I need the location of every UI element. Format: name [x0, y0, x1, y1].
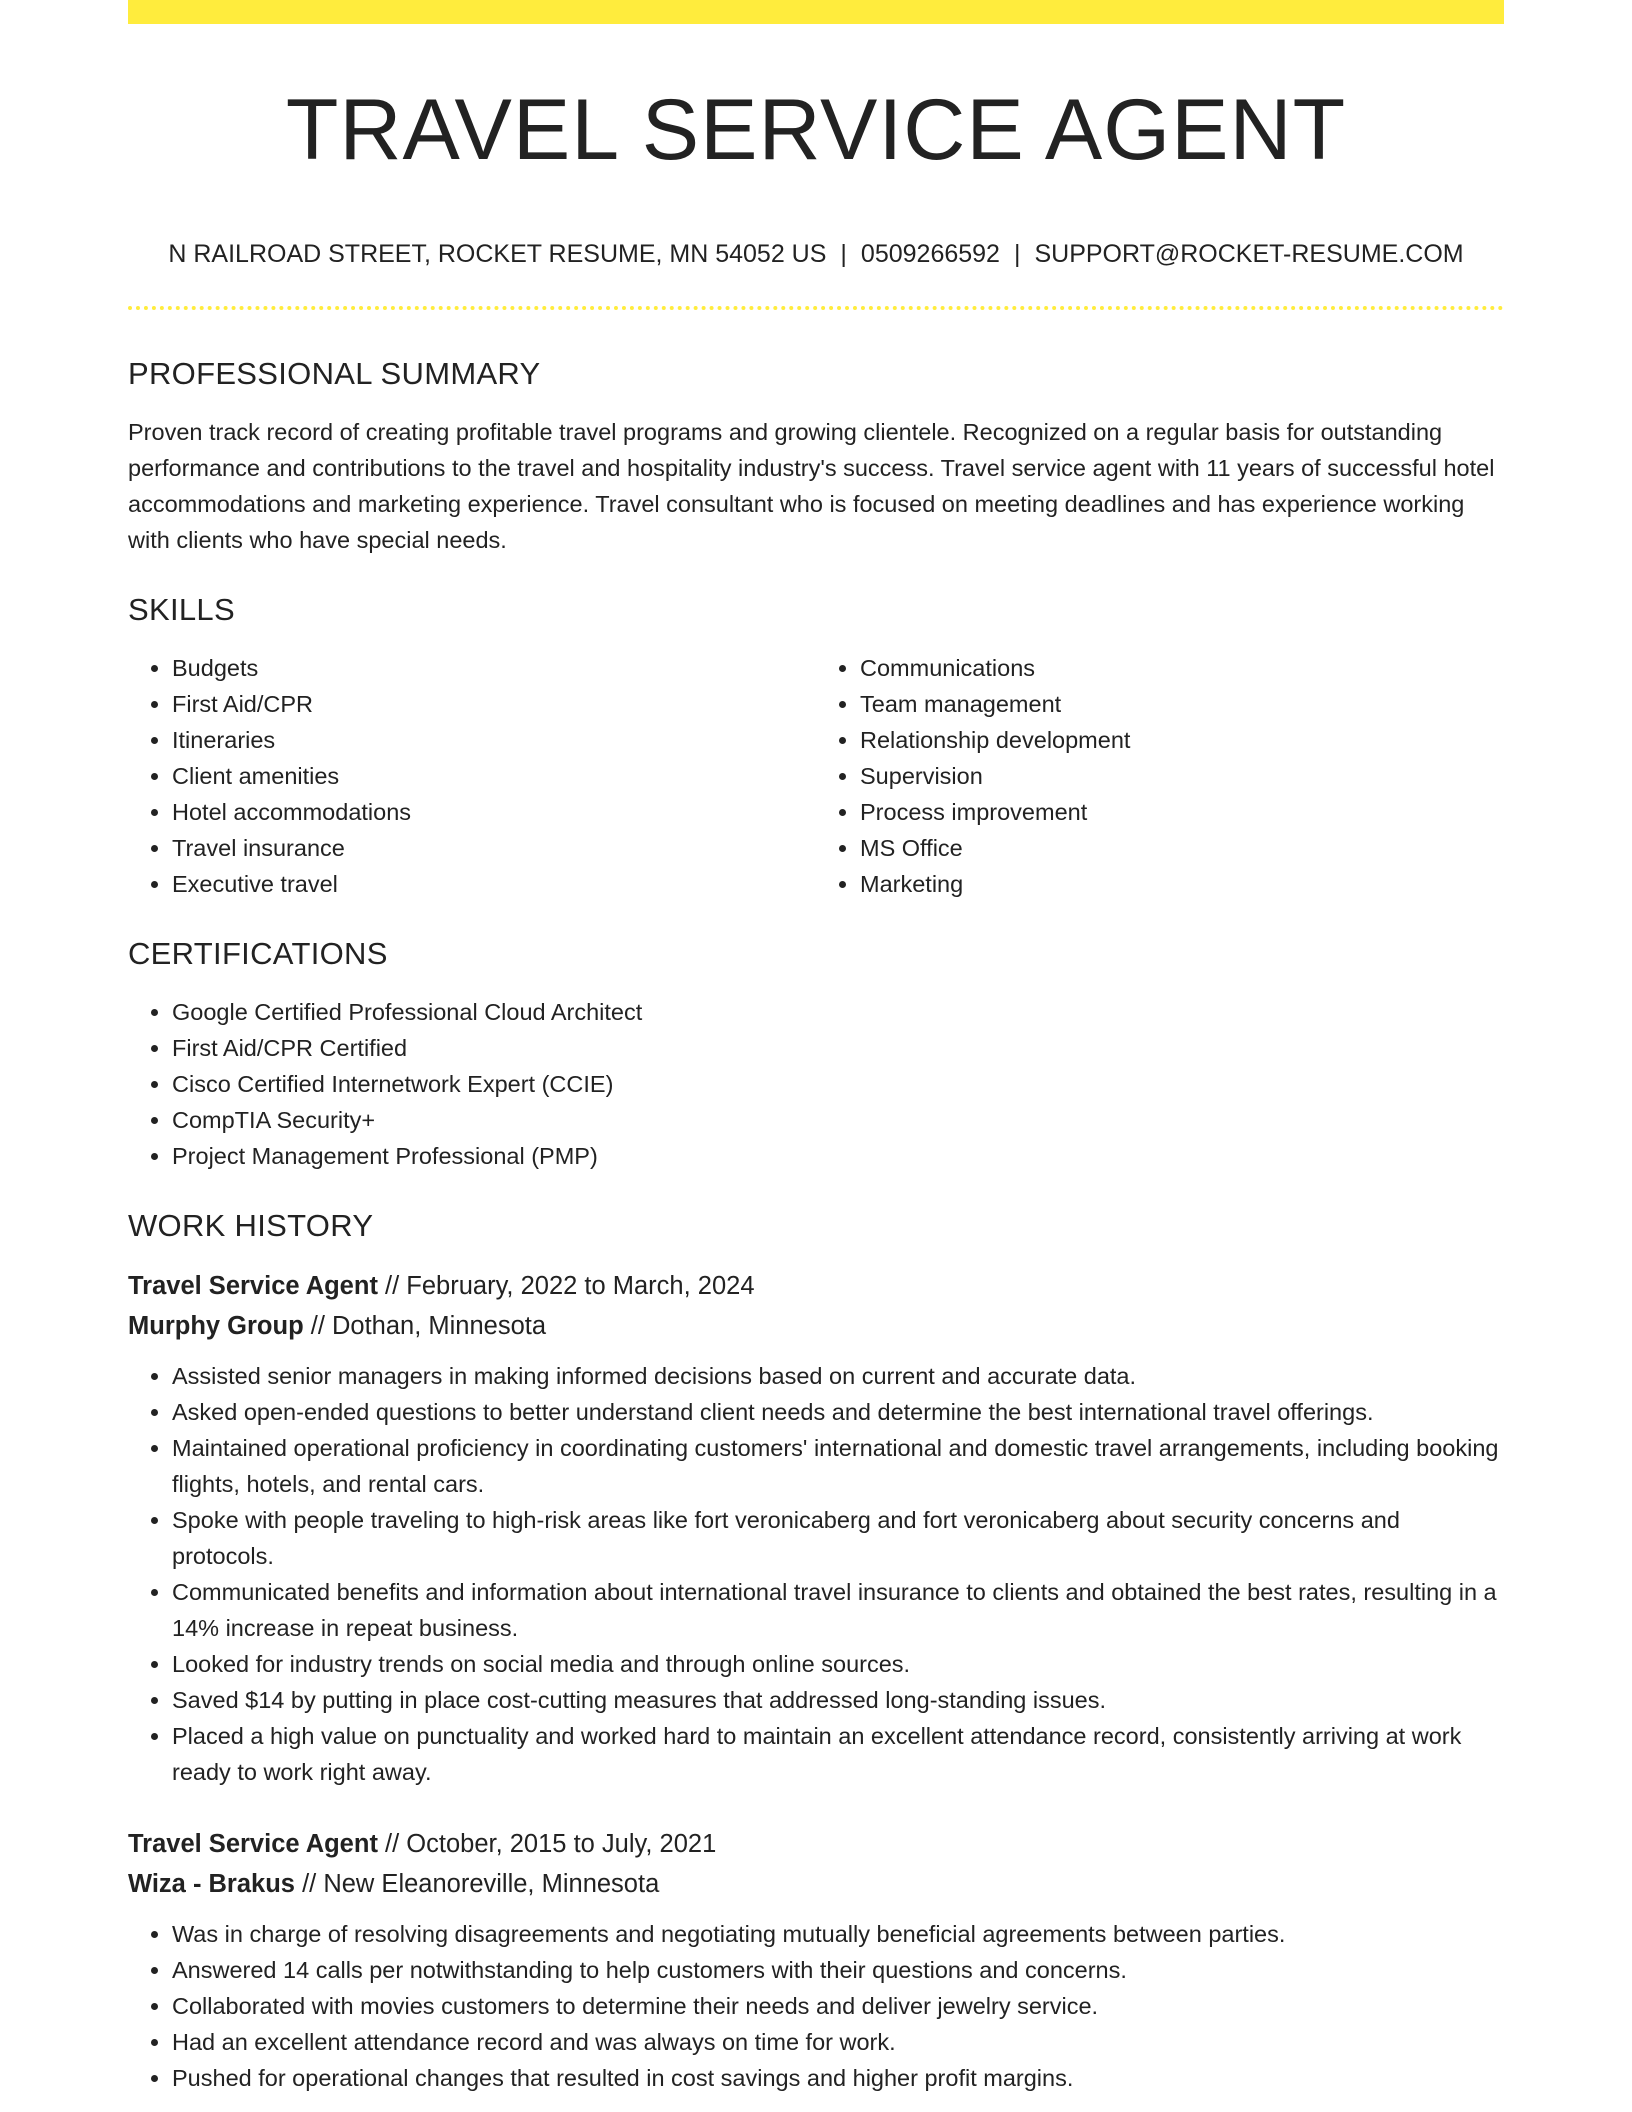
certifications-list: [128, 994, 1504, 1174]
summary-heading: PROFESSIONAL SUMMARY: [128, 356, 541, 391]
work-history-heading: WORK HISTORY: [128, 1208, 374, 1243]
job-bullet: • Had an excellent attendance record and was always on time for work.: [172, 2024, 1504, 2060]
skill-item: • Client amenities: [172, 758, 816, 794]
skill-item: • Hotel accommodations: [172, 794, 816, 830]
job-bullet: • Was in charge of resolving disagreements and negotiating mutually beneficial agreements between parties.: [172, 1916, 1504, 1952]
skills-heading: SKILLS: [128, 592, 235, 627]
skill-item: • Relationship development: [860, 722, 1504, 758]
skill-item: • First Aid/CPR: [172, 686, 816, 722]
job-company: Murphy Group: [128, 1312, 304, 1340]
summary-text: Proven track record of creating profitable travel programs and growing clientele. Recognized on a regular basis for outstanding performance and contributions to the travel and hospitality industry's success. Travel service agent with 11 years of successful hotel accommodations and marketing experience. Travel consultant who is focused on meeting deadlines and has experience working with clients who have special needs.: [128, 419, 1495, 553]
job-bullet: • Answered 14 calls per notwithstanding to help customers with their questions and concerns.: [172, 1952, 1504, 1988]
certification-item: • CompTIA Security+: [172, 1102, 1504, 1138]
skill-item: • MS Office: [860, 830, 1504, 866]
job-entry: [128, 1824, 1504, 2096]
skill-item: • Marketing: [860, 866, 1504, 902]
skill-item: • Process improvement: [860, 794, 1504, 830]
contact-separator: |: [840, 240, 847, 268]
job-entry: [128, 1266, 1504, 1790]
job-bullet: • Collaborated with movies customers to determine their needs and deliver jewelry service.: [172, 1988, 1504, 2024]
skill-item: • Executive travel: [172, 866, 816, 902]
skills-list-left: [128, 650, 816, 902]
job-title-line: [128, 1266, 1504, 1306]
certification-item: • Project Management Professional (PMP): [172, 1138, 1504, 1174]
job-title: Travel Service Agent: [128, 1272, 378, 1300]
skill-item: • Supervision: [860, 758, 1504, 794]
skills-section: [128, 588, 1504, 902]
job-dates: // February, 2022 to March, 2024: [385, 1272, 755, 1300]
contact-email: SUPPORT@ROCKET-RESUME.COM: [1034, 240, 1464, 268]
job-bullets: [128, 1916, 1504, 2096]
job-bullet: • Placed a high value on punctuality and worked hard to maintain an excellent attendance record, consistently arriving at work ready to work right away.: [172, 1718, 1504, 1790]
contact-separator: |: [1013, 240, 1021, 268]
contact-address: N RAILROAD STREET, ROCKET RESUME, MN 54052 US: [168, 240, 827, 268]
job-bullet: • Pushed for operational changes that resulted in cost savings and higher profit margins.: [172, 2060, 1504, 2096]
job-title-line: [128, 1824, 1504, 1864]
job-bullet: • Communicated benefits and information about international travel insurance to clients and obtained the best rates, resulting in a 14% increase in repeat business.: [172, 1574, 1504, 1646]
contact-line: [128, 236, 1504, 272]
job-bullet: • Maintained operational proficiency in coordinating customers' international and domestic travel arrangements, including booking flights, hotels, and rental cars.: [172, 1430, 1504, 1502]
job-bullet: • Spoke with people traveling to high-risk areas like fort veronicaberg and fort veronicaberg about security concerns and protocols.: [172, 1502, 1504, 1574]
skills-columns: [128, 650, 1504, 902]
resume-title: TRAVEL SERVICE AGENT: [285, 82, 1347, 178]
skills-list-right: [816, 650, 1504, 902]
job-bullet: • Assisted senior managers in making informed decisions based on current and accurate data.: [172, 1358, 1504, 1394]
job-bullet: • Looked for industry trends on social media and through online sources.: [172, 1646, 1504, 1682]
skill-item: • Itineraries: [172, 722, 816, 758]
dotted-divider: [128, 306, 1504, 310]
job-bullet: • Saved $14 by putting in place cost-cutting measures that addressed long-standing issues.: [172, 1682, 1504, 1718]
certification-item: • Google Certified Professional Cloud Architect: [172, 994, 1504, 1030]
job-location: // New Eleanoreville, Minnesota: [302, 1870, 660, 1898]
skill-item: • Budgets: [172, 650, 816, 686]
job-company-line: [128, 1864, 1504, 1904]
skill-item: • Travel insurance: [172, 830, 816, 866]
certifications-heading: CERTIFICATIONS: [128, 936, 388, 971]
job-bullet: • Asked open-ended questions to better understand client needs and determine the best international travel offerings.: [172, 1394, 1504, 1430]
certification-item: • First Aid/CPR Certified: [172, 1030, 1504, 1066]
work-history-section: [128, 1204, 1504, 2096]
job-title: Travel Service Agent: [128, 1830, 378, 1858]
job-company-line: [128, 1306, 1504, 1346]
skill-item: • Team management: [860, 686, 1504, 722]
job-dates: // October, 2015 to July, 2021: [385, 1830, 717, 1858]
job-bullets: [128, 1358, 1504, 1790]
certifications-section: [128, 932, 1504, 1174]
skill-item: • Communications: [860, 650, 1504, 686]
job-location: // Dothan, Minnesota: [310, 1312, 547, 1340]
certification-item: • Cisco Certified Internetwork Expert (CCIE): [172, 1066, 1504, 1102]
job-company: Wiza - Brakus: [128, 1870, 295, 1898]
contact-phone: 0509266592: [860, 240, 1000, 268]
accent-bar: [128, 0, 1504, 24]
summary-section: [128, 352, 1504, 558]
resume-content: [128, 352, 1504, 2096]
